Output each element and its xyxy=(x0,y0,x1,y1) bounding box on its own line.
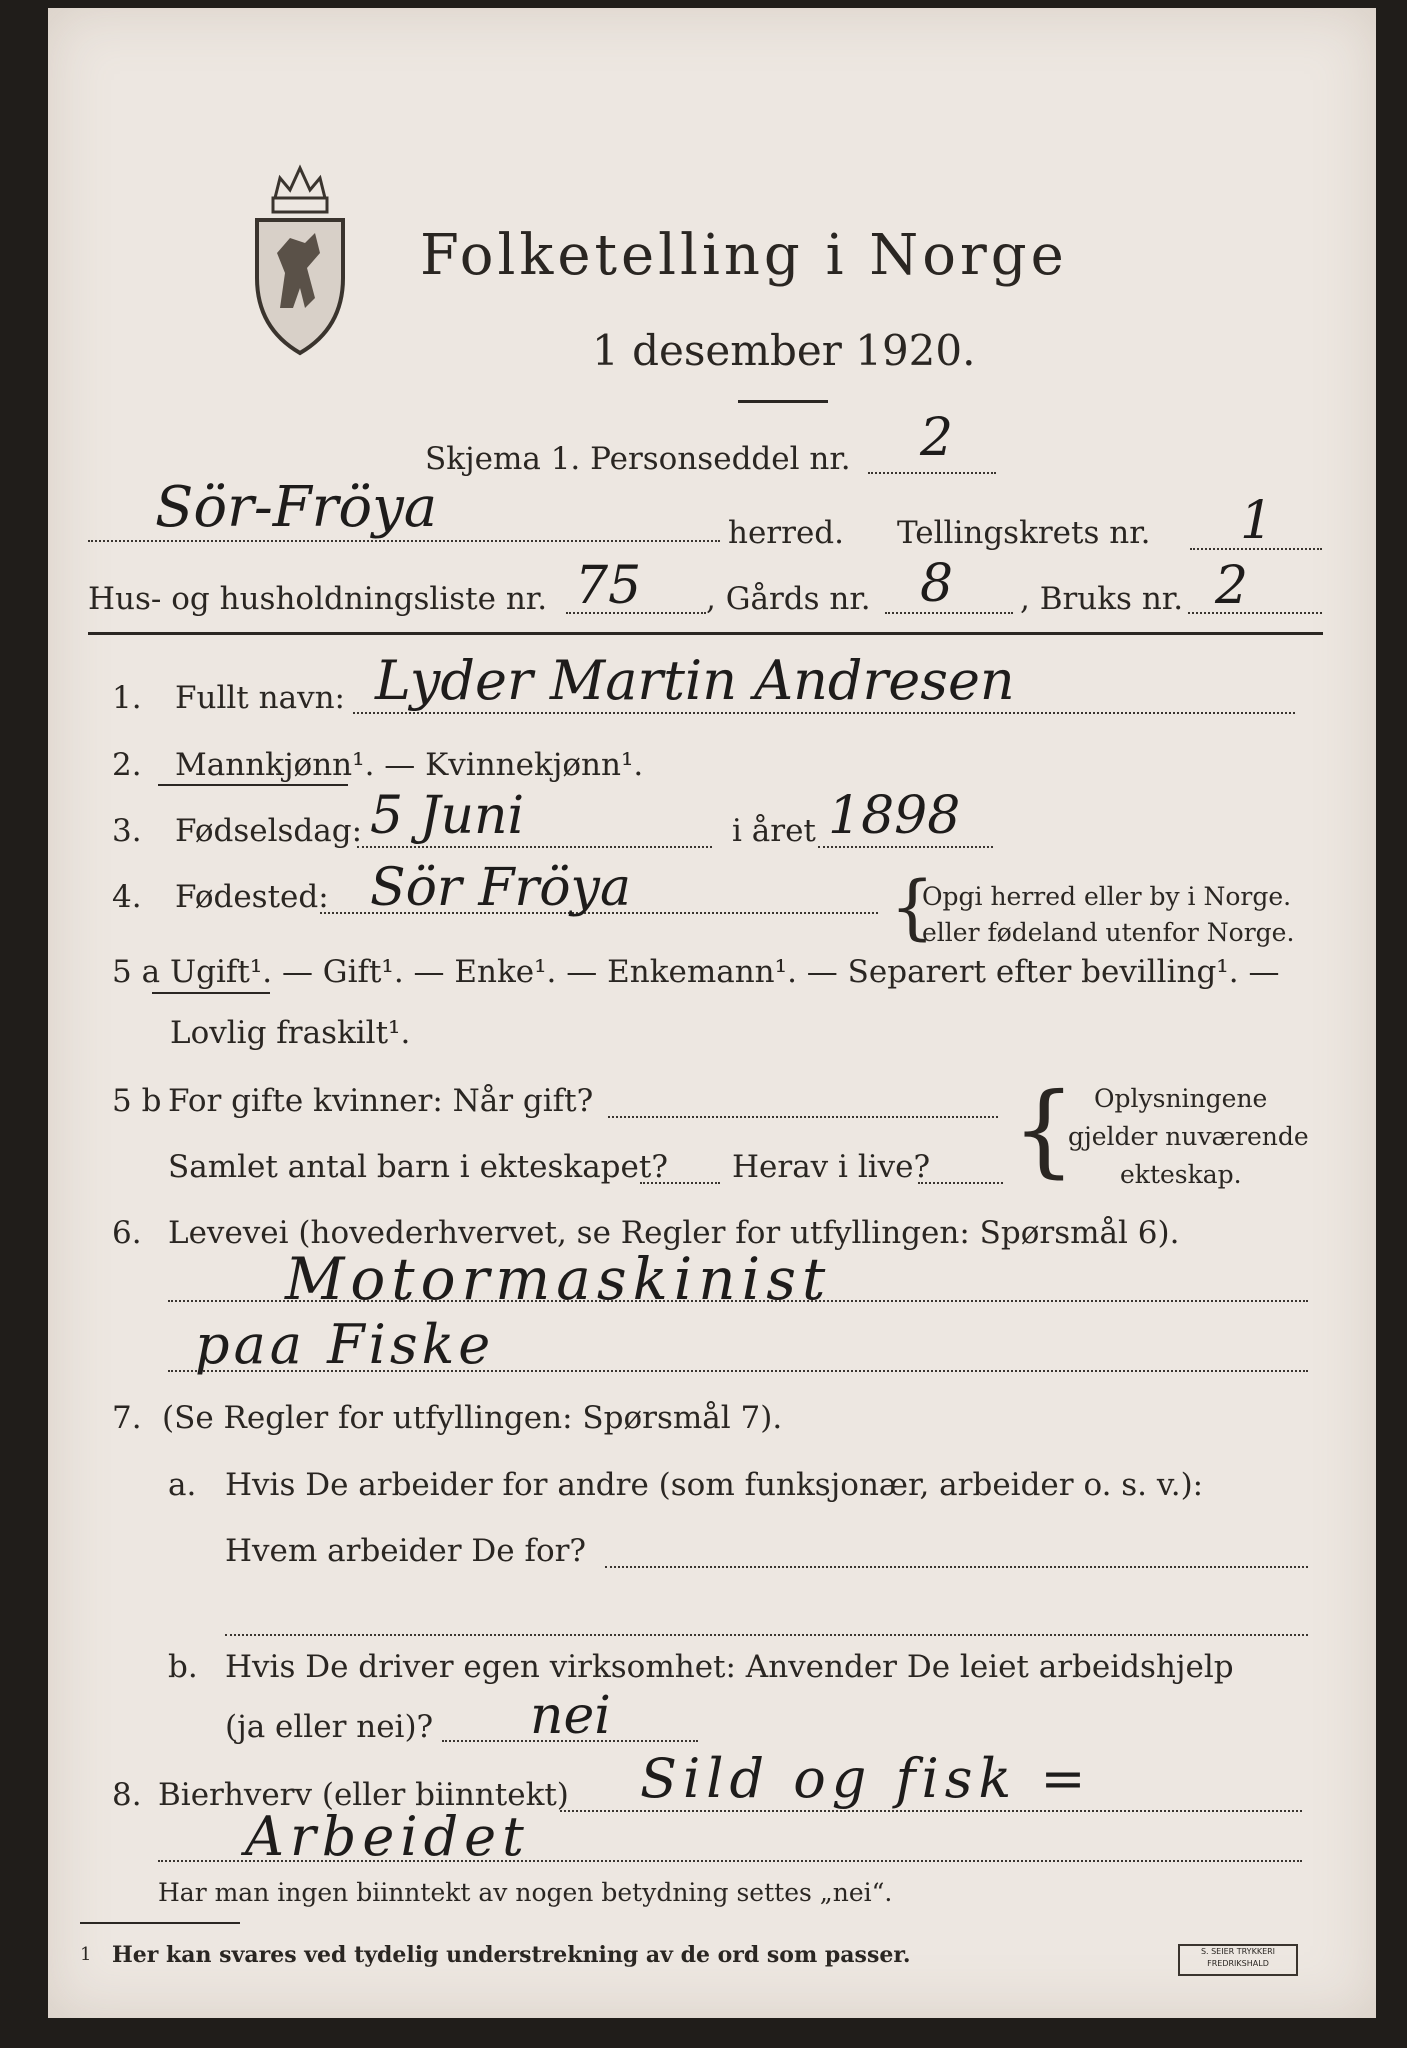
q7a-question-line1: Hvis De arbeider for andre (som funksjonær, arbeider o. s. v.): xyxy=(225,1467,1204,1503)
q5b-married-question: For gifte kvinner: Når gift? xyxy=(168,1083,594,1119)
footnote-divider xyxy=(80,1922,240,1924)
q8-side-income-line1: Sild og fisk = xyxy=(640,1747,1092,1810)
q7-number: 7. xyxy=(112,1400,142,1436)
q7a-line2 xyxy=(225,1634,1308,1636)
printer-stamp-line1: S. SEIER TRYKKERI xyxy=(1200,1947,1276,1956)
q4-label: Fødested: xyxy=(175,879,329,915)
q7-label: (Se Regler for utfyllingen: Spørsmål 7). xyxy=(162,1400,783,1436)
hus-label: Hus- og husholdningsliste nr. xyxy=(88,581,548,617)
q5b-alive-line xyxy=(918,1182,1003,1184)
q5a-number: 5 a xyxy=(112,954,161,990)
herred-line xyxy=(88,540,720,542)
q4-number: 4. xyxy=(112,879,142,915)
form-title: Folketelling i Norge xyxy=(420,223,1068,288)
q3-birthday: 5 Juni xyxy=(370,786,525,846)
q5b-note-line2: gjelder nuværende xyxy=(1068,1122,1309,1151)
q3-line xyxy=(357,846,712,848)
bruks-line xyxy=(1188,612,1322,614)
gards-label: , Gårds nr. xyxy=(706,581,871,617)
q2-number: 2. xyxy=(112,747,142,783)
q4-note-line1: Opgi herred eller by i Norge. xyxy=(922,882,1292,911)
printer-stamp xyxy=(1178,1944,1298,1976)
q4-birthplace: Sör Fröya xyxy=(370,858,631,918)
skjema-nr-value: 2 xyxy=(920,408,954,468)
herred-value: Sör-Fröya xyxy=(155,475,438,540)
q3-label: Fødselsdag: xyxy=(175,813,363,849)
q7a-letter: a. xyxy=(168,1467,197,1503)
q1-line xyxy=(353,712,1295,714)
q8-side-income-line2: Arbeidet xyxy=(245,1805,530,1868)
q2-gender-options: Mannkjønn¹. — Kvinnekjønn¹. xyxy=(175,747,644,783)
q7b-question-line2: (ja eller nei)? xyxy=(225,1709,434,1745)
tellingskrets-label: Tellingskrets nr. xyxy=(897,515,1151,551)
hus-value: 75 xyxy=(575,556,642,616)
q3-number: 3. xyxy=(112,813,142,849)
skjema-label: Skjema 1. Personseddel nr. xyxy=(425,441,851,477)
q3-year-label: i året xyxy=(732,813,816,849)
title-divider xyxy=(738,400,828,403)
q5b-brace: { xyxy=(1012,1071,1076,1188)
q1-full-name: Lyder Martin Andresen xyxy=(375,649,1015,712)
q6-number: 6. xyxy=(112,1215,142,1251)
q5a-options-line1: Ugift¹. — Gift¹. — Enke¹. — Enkemann¹. — Separert efter bevilling¹. — xyxy=(170,954,1280,990)
q4-note-line2: eller fødeland utenfor Norge. xyxy=(922,918,1295,947)
q5b-alive-question: Herav i live? xyxy=(732,1149,931,1185)
q5b-children-line xyxy=(640,1182,720,1184)
q6-occupation-line2: paa Fiske xyxy=(195,1313,495,1376)
q5b-married-line xyxy=(608,1116,998,1118)
q7a-line1 xyxy=(605,1566,1308,1568)
q5a-underline-ugift xyxy=(152,992,270,994)
q7b-question-line1: Hvis De driver egen virksomhet: Anvender De leiet arbeidshjelp xyxy=(225,1649,1234,1685)
census-date: 1 desember 1920. xyxy=(592,326,976,375)
norwegian-coat-of-arms-icon xyxy=(245,158,355,358)
q5b-number: 5 b xyxy=(112,1083,162,1119)
q3-birth-year: 1898 xyxy=(828,786,961,846)
footnote-mark: 1 xyxy=(80,1944,92,1965)
q2-underline-mannkjonn xyxy=(158,784,348,786)
q4-brace: { xyxy=(890,866,935,948)
footnote-text: Her kan svares ved tydelig understrekning av de ord som passer. xyxy=(112,1942,911,1968)
q7a-question-line2: Hvem arbeider De for? xyxy=(225,1533,587,1569)
q8-number: 8. xyxy=(112,1777,142,1813)
bruks-label: , Bruks nr. xyxy=(1020,581,1184,617)
q7b-letter: b. xyxy=(168,1649,198,1685)
header-divider xyxy=(88,632,1323,635)
q6-label: Levevei (hovederhvervet, se Regler for utfyllingen: Spørsmål 6). xyxy=(168,1215,1180,1251)
q5b-children-question: Samlet antal barn i ekteskapet? xyxy=(168,1149,668,1185)
q8-note: Har man ingen biinntekt av nogen betydning settes „nei“. xyxy=(158,1878,893,1907)
q5b-note-line3: ekteskap. xyxy=(1120,1160,1242,1189)
q1-label: Fullt navn: xyxy=(175,680,345,716)
q5a-options-line2: Lovlig fraskilt¹. xyxy=(170,1015,411,1051)
q6-occupation-line1: Motormaskinist xyxy=(285,1245,832,1313)
skjema-nr-line xyxy=(868,472,996,474)
gards-value: 8 xyxy=(920,554,954,614)
q1-number: 1. xyxy=(112,680,142,716)
printer-stamp-line2: FREDRIKSHALD xyxy=(1207,1959,1269,1968)
q8-line1 xyxy=(560,1810,1302,1812)
tellingskrets-value: 1 xyxy=(1240,491,1274,551)
herred-label: herred. xyxy=(728,515,844,551)
q3-year-line xyxy=(818,846,993,848)
q7b-answer: nei xyxy=(530,1686,611,1746)
q5b-note-line1: Oplysningene xyxy=(1094,1084,1268,1113)
bruks-value: 2 xyxy=(1215,556,1249,616)
q8-label: Bierhverv (eller biinntekt) xyxy=(158,1777,569,1813)
